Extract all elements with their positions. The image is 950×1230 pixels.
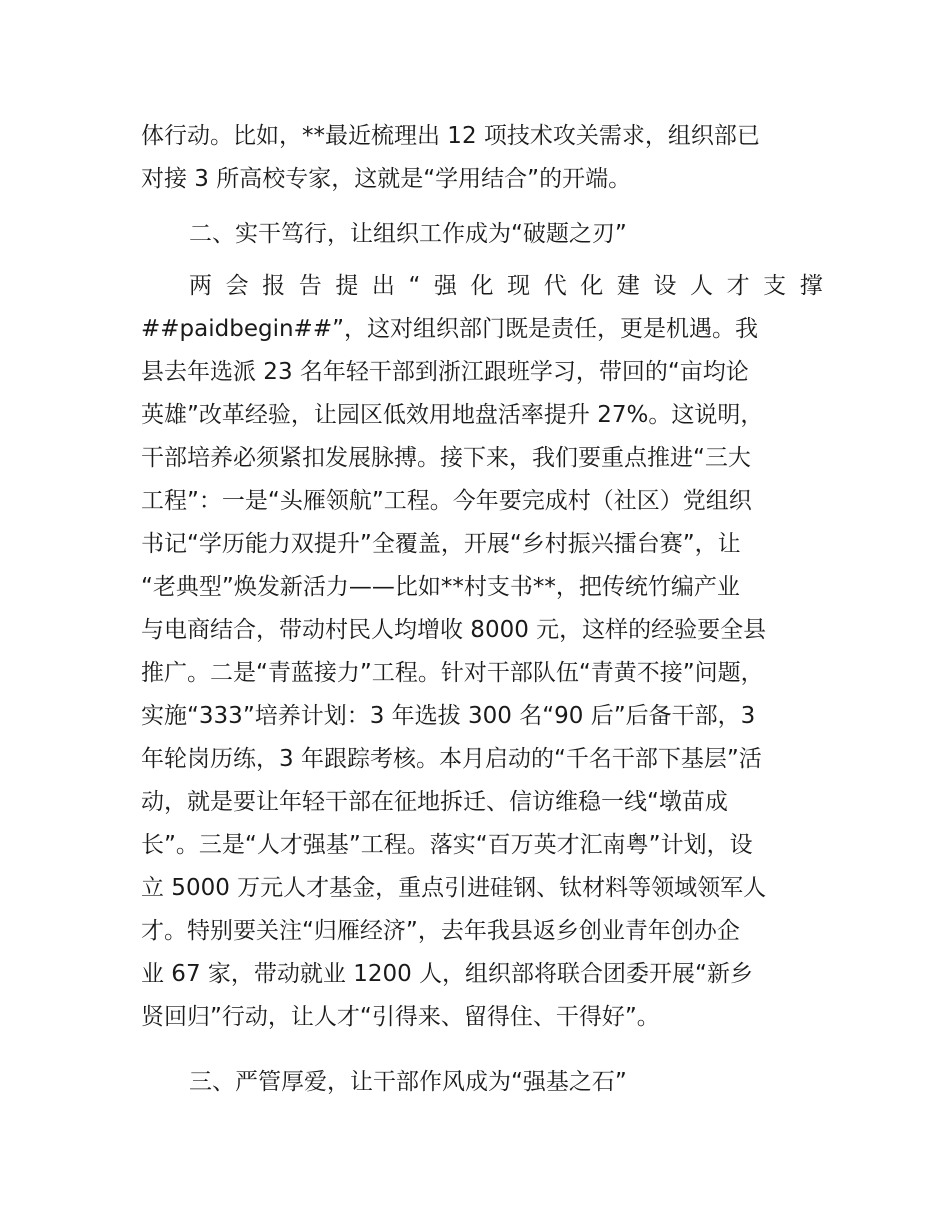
text-line: 对接 3 所高校专家，这就是“学用结合”的开端。 <box>141 166 632 192</box>
justified-first-line <box>141 265 831 308</box>
paragraph-1 <box>141 115 831 201</box>
text-line: 英雄”改革经验，让园区低效用地盘活率提升 27%。这说明， <box>141 402 764 428</box>
char: 告 <box>298 273 322 299</box>
paragraph-2 <box>141 265 831 1039</box>
section-heading-2 <box>141 213 831 256</box>
text-line: 业 67 家，带动就业 1200 人，组织部将联合团委开展“新乡 <box>141 961 753 987</box>
char: 化 <box>580 273 604 299</box>
text-line: 书记“学历能力双提升”全覆盖，开展“乡村振兴擂台赛”，让 <box>141 531 741 557</box>
char: 才 <box>726 273 750 299</box>
text-line: 立 5000 万元人才基金，重点引进硅钢、钛材料等领域领军人 <box>141 875 767 901</box>
text-line: 县去年选派 23 名年轻干部到浙江跟班学习，带回的“亩均论 <box>141 359 749 385</box>
char: 建 <box>616 273 640 299</box>
char: 会 <box>225 273 249 299</box>
char: 化 <box>470 273 494 299</box>
char: 支 <box>763 273 787 299</box>
text-line: 实施“333”培养计划：3 年选拔 300 名“90 后”后备干部，3 <box>141 703 756 729</box>
char: 现 <box>507 273 531 299</box>
text-line: 年轮岗历练，3 年跟踪考核。本月启动的“千名干部下基层”活 <box>141 746 762 772</box>
text-line: 动，就是要让年轻干部在征地拆迁、信访维稳一线“墩苗成 <box>141 789 728 815</box>
text-line: 体行动。比如，**最近梳理出 12 项技术攻关需求，组织部已 <box>141 123 760 149</box>
text-line: “老典型”焕发新活力——比如**村支书**，把传统竹编产业 <box>141 574 740 600</box>
text-line: ##paidbegin##”，这对组织部门既是责任，更是机遇。我 <box>141 316 759 342</box>
char: “ <box>408 273 421 299</box>
char: 提 <box>335 273 359 299</box>
char: 设 <box>653 273 677 299</box>
char: 撑 <box>799 273 823 299</box>
section-heading-3 <box>141 1061 831 1104</box>
char: 出 <box>371 273 395 299</box>
text-line: 长”。三是“人才强基”工程。落实“百万英才汇南粤”计划，设 <box>141 832 753 858</box>
char: 强 <box>433 273 457 299</box>
text-line: 干部培养必须紧扣发展脉搏。接下来，我们要重点推进“三大 <box>141 445 751 471</box>
text-line: 贤回归”行动，让人才“引得来、留得住、干得好”。 <box>141 1004 660 1030</box>
char: 报 <box>262 273 286 299</box>
heading-text: 三、严管厚爱，让干部作风成为“强基之石” <box>189 1069 627 1095</box>
char: 两 <box>189 273 212 299</box>
text-line: 推广。二是“青蓝接力”工程。针对干部队伍“青黄不接”问题， <box>141 660 764 686</box>
text-line: 工程”：一是“头雁领航”工程。今年要完成村（社区）党组织 <box>141 488 752 514</box>
char: 代 <box>543 273 567 299</box>
heading-text: 二、实干笃行，让组织工作成为“破题之刃” <box>189 221 627 247</box>
text-line: 与电商结合，带动村民人均增收 8000 元，这样的经验要全县 <box>141 617 767 643</box>
char: 人 <box>690 273 714 299</box>
text-line: 才。特别要关注“归雁经济”，去年我县返乡创业青年创办企 <box>141 918 740 944</box>
